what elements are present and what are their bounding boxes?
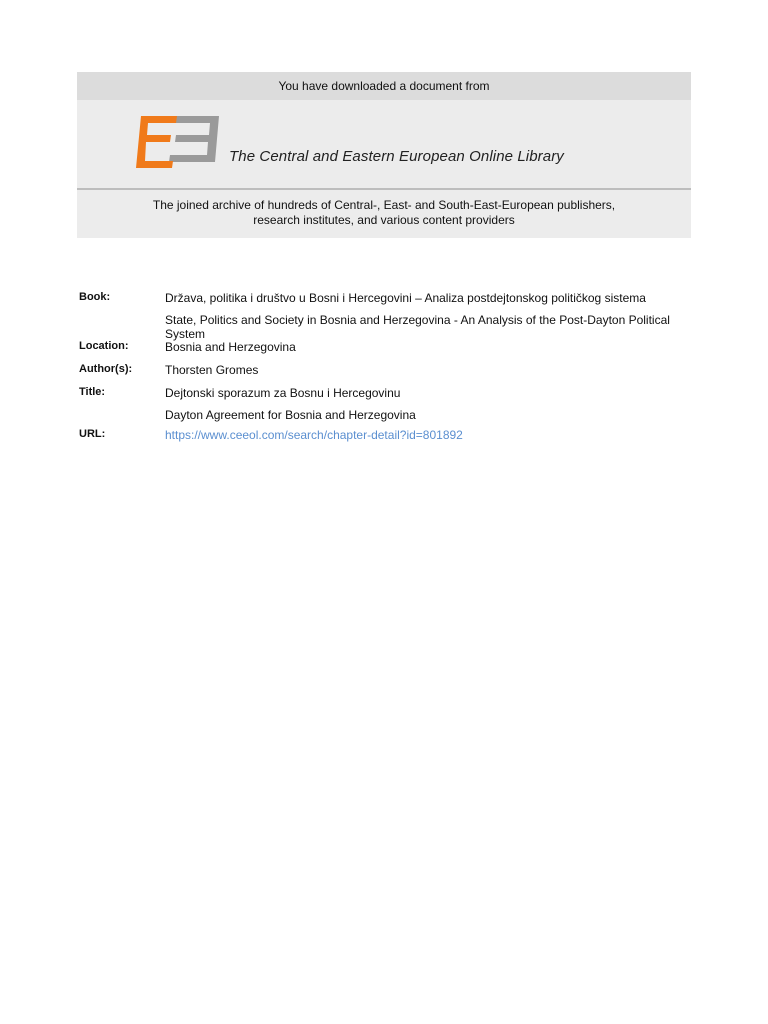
library-name: The Central and Eastern European Online Library <box>229 148 564 165</box>
book-title-english: State, Politics and Society in Bosnia and Herzegovina - An Analysis of the Post-Dayton Political System <box>165 313 670 341</box>
book-label: Book: <box>79 291 111 303</box>
ceeol-banner <box>77 72 691 238</box>
url-label: URL: <box>79 428 106 440</box>
ceeol-logo-icon <box>129 112 221 172</box>
title-english: Dayton Agreement for Bosnia and Herzegovina <box>165 408 416 422</box>
download-notice: You have downloaded a document from <box>77 72 691 100</box>
url-link[interactable]: https://www.ceeol.com/search/chapter-detail?id=801892 <box>165 428 463 442</box>
location-value: Bosnia and Herzegovina <box>165 340 296 354</box>
title-label: Title: <box>79 386 106 398</box>
authors-value: Thorsten Gromes <box>165 363 259 377</box>
book-title-original: Država, politika i društvo u Bosni i Hercegovini – Analiza postdejtonskog političkog sistema <box>165 291 646 305</box>
tagline-line-1: The joined archive of hundreds of Central-, East- and South-East-European publishers, <box>152 198 616 212</box>
tagline <box>77 198 691 228</box>
banner-divider <box>77 188 691 190</box>
location-label: Location: <box>79 340 129 352</box>
tagline-line-2: research institutes, and various content providers <box>253 213 515 227</box>
authors-label: Author(s): <box>79 363 133 375</box>
title-original: Dejtonski sporazum za Bosnu i Hercegovinu <box>165 386 401 400</box>
